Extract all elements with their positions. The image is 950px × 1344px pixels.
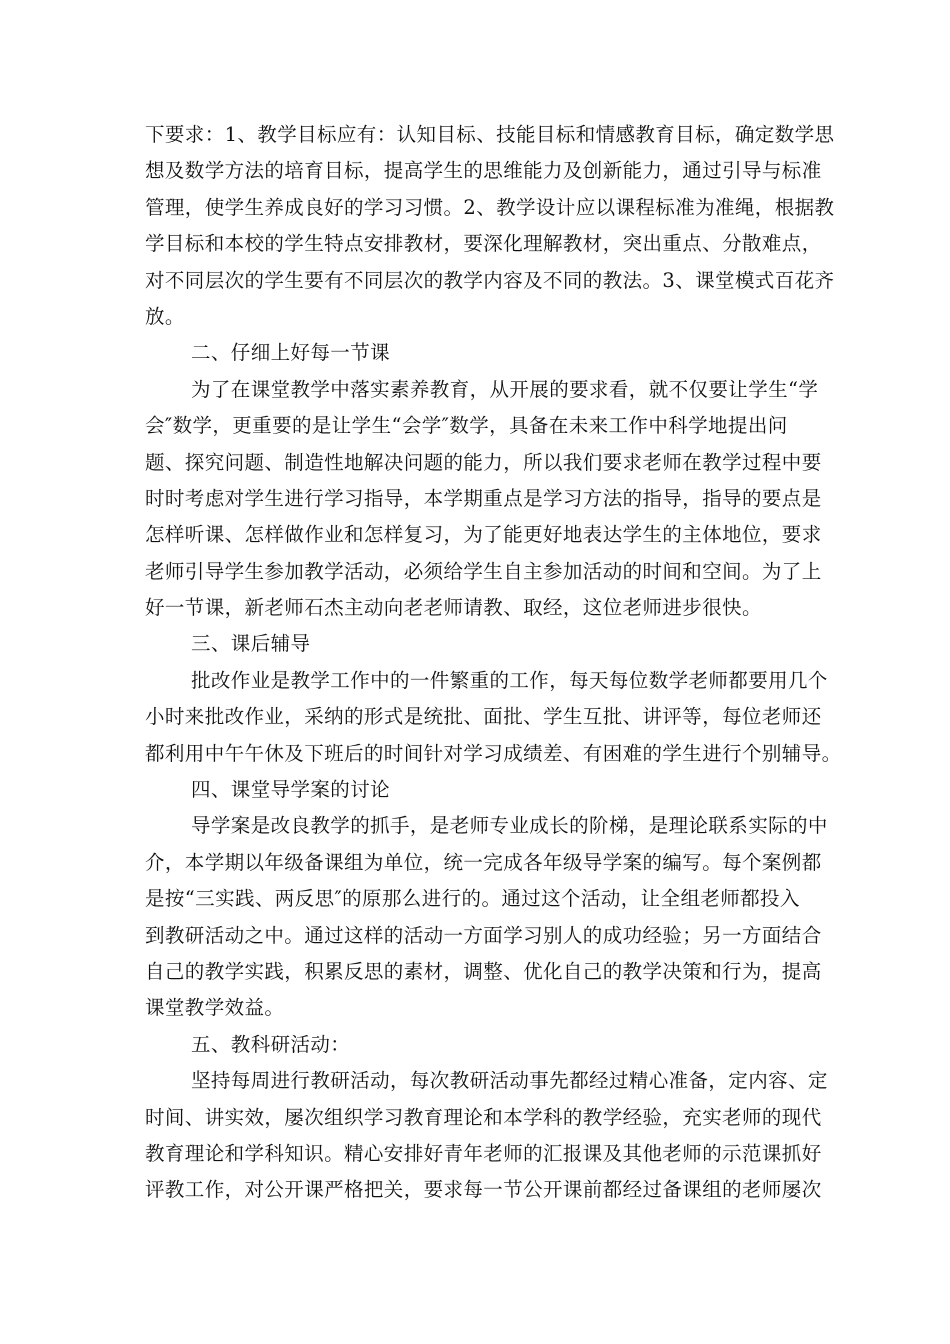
- paragraph-line: 时时考虑对学生进行学习指导，本学期重点是学习方法的指导，指导的要点是: [145, 486, 822, 510]
- paragraph-line: 怎样听课、怎样做作业和怎样复习，为了能更好地表达学生的主体地位，要求: [145, 523, 822, 547]
- paragraph-line: 老师引导学生参加教学活动，必须给学生自主参加活动的时间和空间。为了上: [145, 559, 822, 583]
- paragraph-line: 是按“三实践、两反思″的原那么进行的。通过这个活动，让全组老师都投入: [145, 887, 800, 911]
- paragraph-line: 学目标和本校的学生特点安排教材，要深化理解教材，突出重点、分散难点，: [145, 232, 822, 256]
- paragraph-line: 会″数学，更重要的是让学生“会学″数学，具备在未来工作中科学地提出问: [145, 414, 788, 438]
- section-heading-2: 二、仔细上好每一节课: [191, 341, 391, 365]
- paragraph-line: 想及数学方法的培育目标，提高学生的思维能力及创新能力，通过引导与标准: [145, 159, 822, 183]
- paragraph-line: 时间、讲实效，屡次组织学习教育理论和本学科的教学经验，充实老师的现代: [145, 1105, 822, 1129]
- paragraph-first-line: 导学案是改良教学的抓手，是老师专业成长的阶梯，是理论联系实际的中: [191, 814, 828, 838]
- paragraph-line: 到教研活动之中。通过这样的活动一方面学习别人的成功经验；另一方面结合: [145, 923, 822, 947]
- paragraph-first-line: 批改作业是教学工作中的一件繁重的工作，每天每位数学老师都要用几个: [191, 668, 828, 692]
- paragraph-line: 自己的教学实践，积累反思的素材，调整、优化自己的教学决策和行为，提高: [145, 959, 822, 983]
- section-heading-4: 四、课堂导学案的讨论: [191, 778, 391, 802]
- paragraph-line: 下要求：1、教学目标应有：认知目标、技能目标和情感教育目标，确定数学思: [145, 123, 835, 146]
- paragraph-line: 都利用中午午休及下班后的时间针对学习成绩差、有困难的学生进行个别辅导。: [145, 741, 842, 765]
- paragraph-line: 好一节课，新老师石杰主动向老老师请教、取经，这位老师进步很快。: [145, 596, 762, 620]
- paragraph-first-line: 为了在课堂教学中落实素养教育，从开展的要求看，就不仅要让学生“学: [191, 377, 819, 401]
- paragraph-line: 题、探究问题、制造性地解决问题的能力，所以我们要求老师在教学过程中要: [145, 450, 822, 474]
- paragraph-first-line: 坚持每周进行教研活动，每次教研活动事先都经过精心准备，定内容、定: [191, 1069, 828, 1093]
- document-body: [145, 117, 842, 1209]
- paragraph-line: 评教工作，对公开课严格把关，要求每一节公开课前都经过备课组的老师屡次: [145, 1178, 822, 1202]
- section-heading-5: 五、教科研活动：: [191, 1032, 351, 1056]
- paragraph-line: 小时来批改作业，采纳的形式是统批、面批、学生互批、讲评等，每位老师还: [145, 705, 822, 729]
- paragraph-line: 课堂教学效益。: [145, 996, 285, 1020]
- paragraph-line: 对不同层次的学生要有不同层次的教学内容及不同的教法。3、课堂模式百花齐: [145, 268, 835, 292]
- paragraph-line: 介，本学期以年级备课组为单位，统一完成各年级导学案的编写。每个案例都: [145, 850, 822, 874]
- paragraph-line: 放。: [145, 304, 185, 328]
- paragraph-line: 教育理论和学科知识。精心安排好青年老师的汇报课及其他老师的示范课抓好: [145, 1141, 822, 1165]
- section-heading-3: 三、课后辅导: [191, 632, 311, 656]
- paragraph-line: 管理，使学生养成良好的学习习惯。2、教学设计应以课程标准为准绳，根据教: [145, 195, 835, 219]
